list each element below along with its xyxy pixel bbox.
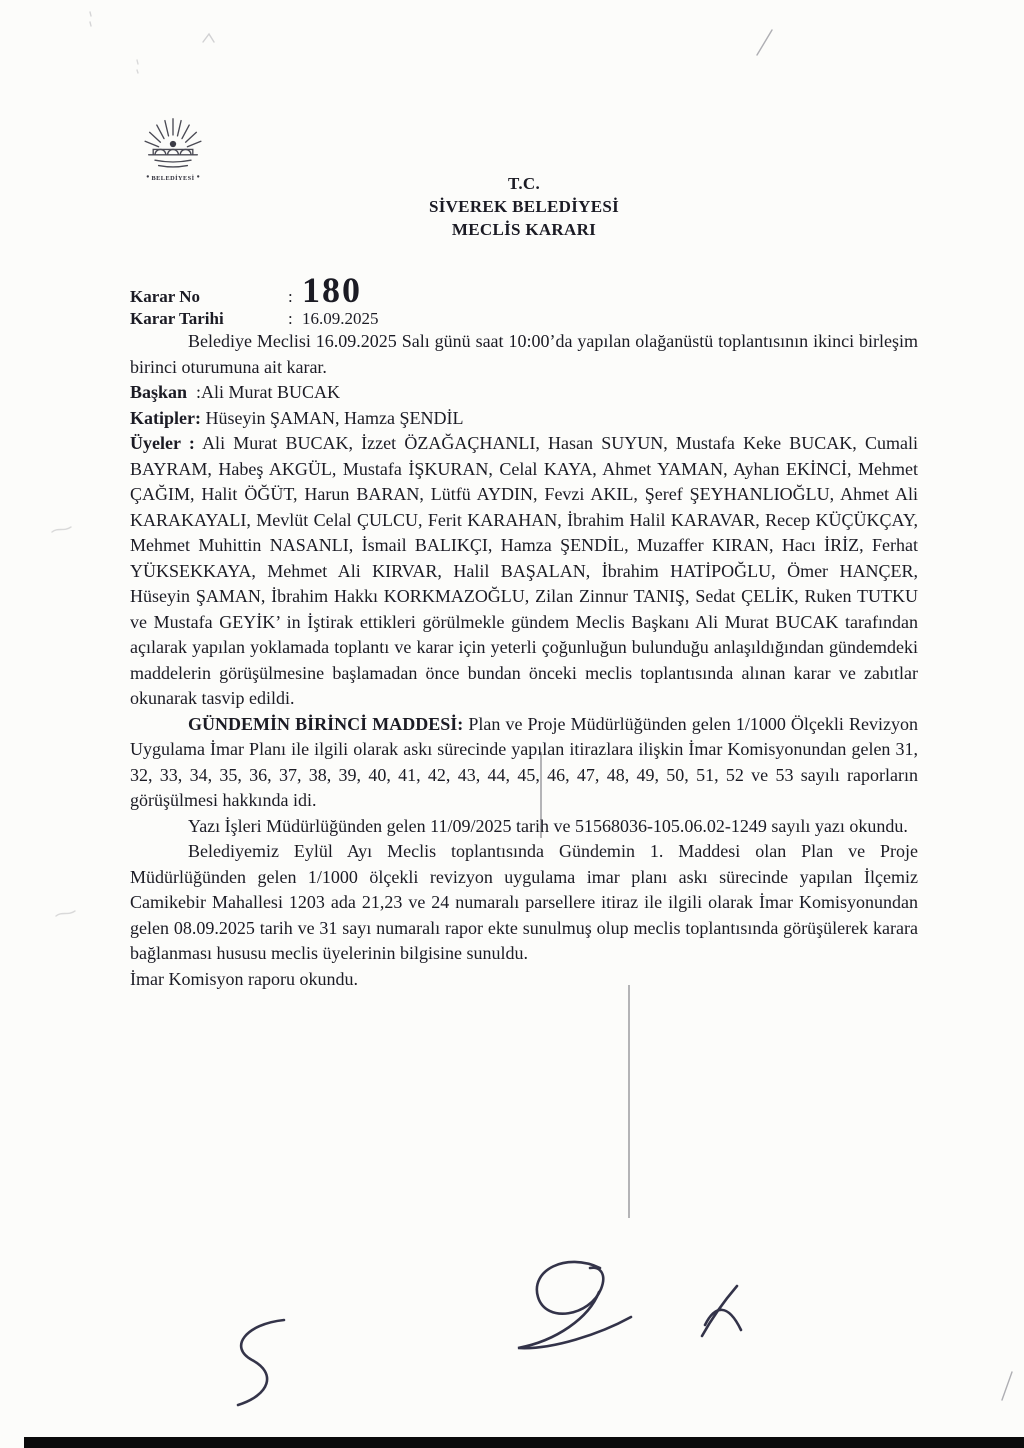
paragraph-imar-report: İmar Komisyon raporu okundu.: [130, 968, 358, 989]
katipler-value: Hüseyin ŞAMAN, Hamza ŞENDİL: [205, 407, 464, 428]
document-content: [130, 0, 918, 992]
scan-edge-black-bar: [24, 1437, 1024, 1448]
paragraph-katipler: [130, 406, 918, 432]
signature-center: [537, 1262, 603, 1314]
decision-no-colon: :: [288, 287, 293, 306]
decision-no-label: Karar No: [130, 287, 201, 306]
scan-artifact-mark-top-left: [90, 12, 91, 26]
letterhead-tc: T.C.: [507, 174, 541, 193]
gundem-text: Plan ve Proje Müdürlüğünden gelen 1/1000 Ölçekli Revizyon Uygulama İmar Planı ile ilgili olarak askı sürecinde yapılan itirazlara ilişkin İmar Komisyonundan gelen 31, 32, 33, 34, 35, 36, 37, 38, 39, 40, 41, 42, 43, 44, 45, 46, 47, 48, 49, 50, 51, 52 ve 53 sayılı raporların görüşülmesi hakkında idi.: [130, 713, 918, 810]
letterhead: [130, 172, 918, 241]
paragraph-eylul: Belediyemiz Eylül Ayı Meclis toplantısında Gündemin 1. Maddesi olan Plan ve Proje Müdürlüğünden gelen 1/1000 ölçekli revizyon uygulama imar planı askı sürecinde yapılan İlçemiz Camikebir Mahallesi 1203 ada 21,23 ve 24 numaralı parsellere itiraz ile ilgili olarak İmar Komisyonundan gelen 08.09.2025 tarih ve 31 sayı numaralı rapor ekte sunulmuş olup meclis toplantısında görüşülerek karara bağlanması hususu meclis üyelerinin bilgisine sunuldu.: [130, 841, 918, 963]
scan-artifact-mark-left-1: [52, 527, 71, 532]
paragraph-gundem: [130, 712, 918, 814]
decision-no-row: [130, 271, 918, 309]
gundem-label: GÜNDEMİN BİRİNCİ MADDESİ:: [188, 713, 464, 734]
decision-meta: [130, 271, 918, 329]
scan-artifact-slash-bottom-right: [1002, 1372, 1012, 1400]
decision-date-value: 16.09.2025: [302, 309, 379, 328]
scan-artifact-mark-left-2: [56, 911, 75, 916]
katipler-label: Katipler:: [130, 407, 201, 428]
baskan-label: Başkan: [130, 382, 188, 402]
decision-date-row: [130, 309, 918, 329]
decision-date-label: Karar Tarihi: [130, 309, 224, 328]
signature-left: [238, 1320, 284, 1405]
letterhead-org: SİVEREK BELEDİYESİ: [428, 197, 620, 216]
signature-center-tail: [518, 1292, 631, 1348]
uyeler-label: Üyeler :: [130, 433, 195, 453]
signature-right-stroke: [705, 1310, 741, 1330]
decision-no-value: 180: [302, 270, 362, 310]
paragraph-yazi: Yazı İşleri Müdürlüğünden gelen 11/09/2025 tarih ve 51568036-105.06.02-1249 sayılı yazı okundu.: [188, 815, 908, 836]
paragraph-baskan: [130, 380, 918, 406]
logo-caption: BELEDİYESİ: [151, 175, 195, 182]
baskan-value: :Ali Murat BUCAK: [196, 382, 341, 402]
signature-right: [702, 1286, 737, 1336]
paragraph-uyeler: [130, 431, 918, 712]
letterhead-doc-type: MECLİS KARARI: [451, 220, 597, 239]
paragraph-intro: Belediye Meclisi 16.09.2025 Salı günü saat 10:00’da yapılan olağanüstü toplantısının ikinci birleşim birinci oturumuna ait karar.: [130, 331, 918, 377]
decision-date-colon: :: [288, 309, 293, 328]
uyeler-text: Ali Murat BUCAK, İzzet ÖZAĞAÇHANLI, Hasan SUYUN, Mustafa Keke BUCAK, Cumali BAYRAM, Habeş AKGÜL, Mustafa İŞKURAN, Celal KAYA, Ahmet YAMAN, Ayhan EKİNCİ, Mehmet ÇAĞIM, Halit ÖĞÜT, Harun BARAN, Lütfü AYDIN, Fevzi AKIL, Şeref ŞEYHANLIOĞLU, Ahmet Ali KARAKAYALI, Mevlüt Celal ÇULCU, Ferit KARAHAN, İbrahim Halil KARAVAR, Recep KÜÇÜKÇAY, Mehmet Muhittin NASANLI, İsmail BALIKÇI, Hamza ŞENDİL, Muzaffer KIRAN, Hacı İRİZ, Ferhat YÜKSEKKAYA, Mehmet Ali KIRVAR, Halil BAŞALAN, İbrahim HATİPOĞLU, Ömer HANÇER, Hüseyin ŞAMAN, İbrahim Hakkı KORKMAZOĞLU, Zilan Zinnur TANIŞ, Sedat ÇELİK, Ruken TUTKU ve Mustafa GEYİK’ in İştirak ettikleri görülmekle gündem Meclis Başkanı Ali Murat BUCAK tarafından açılarak yapılan yoklamada toplantı ve karar için yeterli çoğunluğun bulunduğu anlaşıldığından gündemdeki maddelerin görüşülmesine başlamadan önce bundan önceki meclis toplantısında alınan karar ve zabıtlar okunarak tasvip edildi.: [130, 433, 918, 708]
